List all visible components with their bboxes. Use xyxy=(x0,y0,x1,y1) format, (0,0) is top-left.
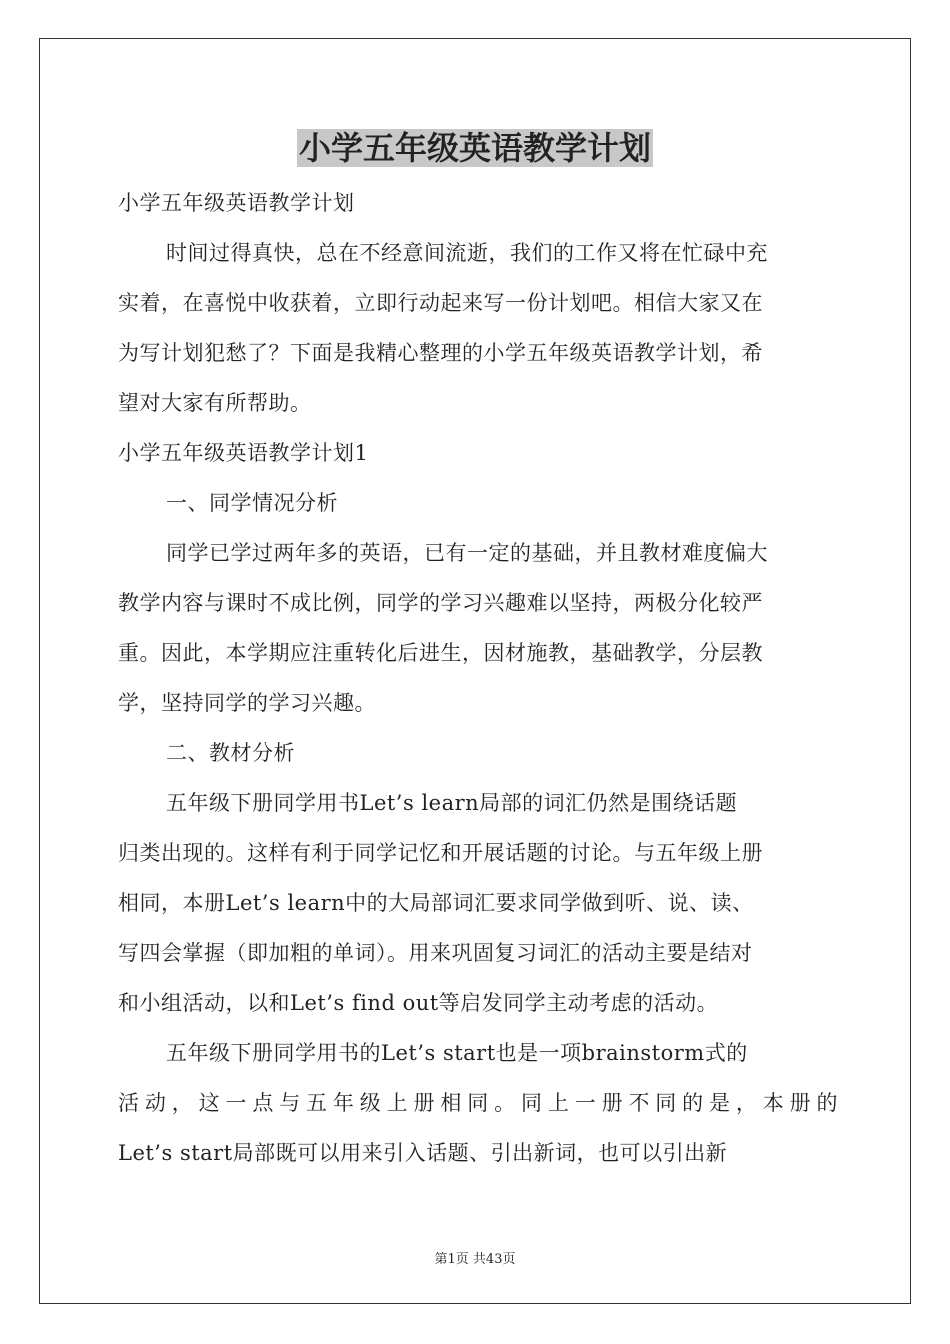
paragraph-line: 同学已学过两年多的英语，已有一定的基础，并且教材难度偏大 xyxy=(166,541,768,565)
paragraph-line: 教学内容与课时不成比例，同学的学习兴趣难以坚持，两极分化较严 xyxy=(118,591,763,615)
paragraph-line: 相同，本册Let’s learn中的大局部词汇要求同学做到听、说、读、 xyxy=(118,891,754,915)
page-number-label: 第1页 共43页 xyxy=(434,1252,516,1267)
paragraph-line: 五年级下册同学用书的Let’s start也是一项brainstorm式的 xyxy=(166,1041,748,1065)
paragraph-line: 为写计划犯愁了？下面是我精心整理的小学五年级英语教学计划，希 xyxy=(118,341,763,365)
document-body xyxy=(118,178,838,1178)
paragraph-line: 归类出现的。这样有利于同学记忆和开展话题的讨论。与五年级上册 xyxy=(118,841,763,865)
paragraph-line: 写四会掌握（即加粗的单词）。用来巩固复习词汇的活动主要是结对 xyxy=(118,941,753,965)
subtitle-line: 小学五年级英语教学计划 xyxy=(118,191,355,215)
paragraph-line: 望对大家有所帮助。 xyxy=(118,391,312,415)
section-heading: 小学五年级英语教学计划1 xyxy=(118,441,369,465)
paragraph-line: 时间过得真快，总在不经意间流逝，我们的工作又将在忙碌中充 xyxy=(166,241,768,265)
page-footer xyxy=(0,1248,950,1267)
paragraph-line: 实着，在喜悦中收获着，立即行动起来写一份计划吧。相信大家又在 xyxy=(118,291,763,315)
paragraph-line: 重。因此，本学期应注重转化后进生，因材施教，基础教学，分层教 xyxy=(118,641,763,665)
paragraph-line: 活动，这一点与五年级上册相同。同上一册不同的是，本册的 xyxy=(118,1091,838,1115)
paragraph-line: Let’s start局部既可以用来引入话题、引出新词，也可以引出新 xyxy=(118,1141,728,1165)
subsection-heading: 一、同学情况分析 xyxy=(166,491,338,515)
paragraph-line: 五年级下册同学用书Let’s learn局部的词汇仍然是围绕话题 xyxy=(166,791,738,815)
paragraph-line: 和小组活动，以和Let’s find out等启发同学主动考虑的活动。 xyxy=(118,991,719,1015)
document-title-text: 小学五年级英语教学计划 xyxy=(298,129,651,167)
document-title xyxy=(0,124,950,172)
subsection-heading: 二、教材分析 xyxy=(166,741,295,765)
paragraph-line: 学，坚持同学的学习兴趣。 xyxy=(118,691,376,715)
